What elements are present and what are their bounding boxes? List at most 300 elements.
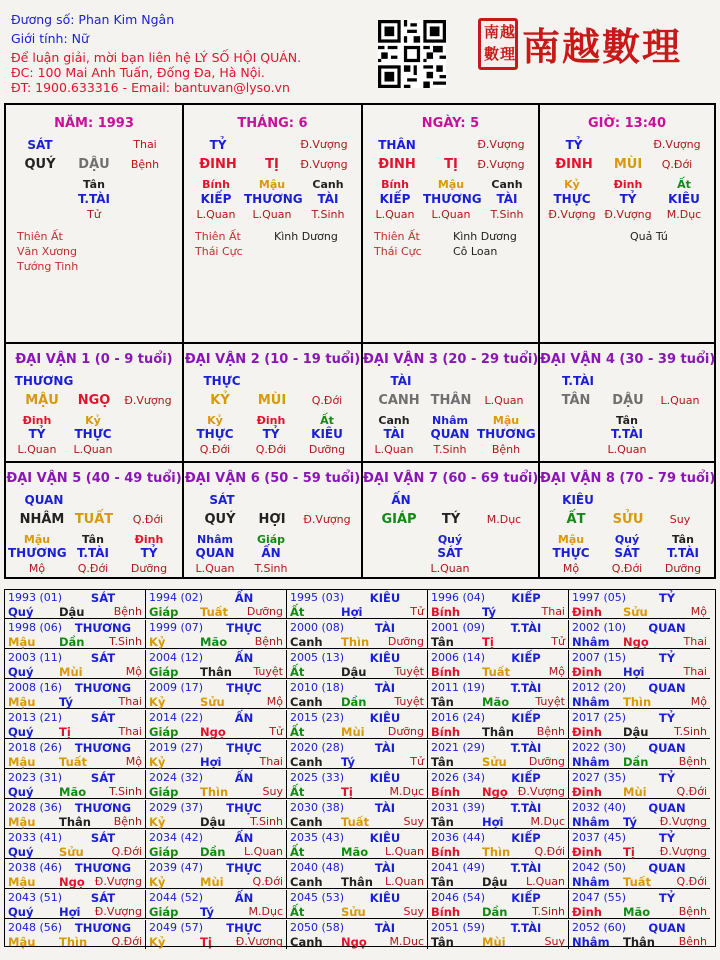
annual-cycle-cell: [287, 920, 428, 949]
annual-cycle-cell: [146, 890, 287, 919]
year-branch: Tuất: [482, 665, 511, 679]
year-god: QUAN: [648, 921, 686, 935]
annual-cycle-cell: [146, 590, 287, 619]
luck-hidden-god: TỶ: [140, 546, 158, 560]
luck-pillar-stem: NHÂM: [19, 512, 65, 527]
year-stage: Tuyệt: [394, 695, 424, 708]
year-stem: Bính: [431, 905, 461, 919]
year-branch: Thân: [59, 815, 91, 829]
year-stem: Mậu: [8, 695, 36, 709]
hidden-stem: Bính: [381, 178, 409, 191]
year-stage: M.Dục: [248, 905, 283, 918]
year-stem: Kỷ: [149, 935, 166, 949]
luck-pillar-branch: HỢI: [258, 512, 286, 527]
year-branch: Mùi: [200, 875, 224, 889]
annual-cycle-cell: [287, 890, 428, 919]
luck-hidden-stem: Nhâm: [432, 414, 468, 427]
year-branch: Dậu: [482, 875, 508, 889]
year-stem: Tân: [431, 935, 454, 949]
luck-pillar-god: KIÊU: [562, 493, 594, 507]
year-label: 2002 (10): [572, 621, 627, 634]
year-branch: Dần: [59, 635, 85, 649]
year-label: 2052 (60): [572, 921, 627, 934]
seal-char-2: 越: [500, 23, 516, 41]
year-stem: Đinh: [572, 665, 602, 679]
year-label: 2015 (23): [290, 711, 345, 724]
year-label: 1997 (05): [572, 591, 627, 604]
annual-cycle-cell: [428, 830, 569, 859]
year-stage: Q.Đới: [534, 845, 565, 858]
contact-phone-email: ĐT: 1900.633316 - Email: bantuvan@lyso.vn: [11, 80, 290, 95]
luck-hidden-stage: Mộ: [28, 562, 46, 575]
year-branch: Tị: [341, 785, 353, 799]
annual-cycle-cell: [146, 710, 287, 739]
year-label: 2039 (47): [149, 861, 204, 874]
luck-hidden-stage: L.Quan: [607, 443, 647, 456]
luck-pillar-branch: NGỌ: [77, 393, 111, 408]
year-label: 2046 (54): [431, 891, 486, 904]
annual-cycle-cell: [146, 680, 287, 709]
year-stem: Kỷ: [149, 755, 166, 769]
year-label: 2023 (31): [8, 771, 63, 784]
luck-hidden-god: SÁT: [437, 546, 463, 560]
year-stem: Nhâm: [572, 635, 610, 649]
hidden-stage: Đ.Vượng: [604, 208, 652, 221]
hidden-god: KIẾP: [379, 192, 411, 206]
year-god: KIÊU: [369, 891, 401, 905]
year-label: 2013 (21): [8, 711, 63, 724]
year-branch: Mão: [200, 635, 228, 649]
year-label: 1999 (07): [149, 621, 204, 634]
year-stem: Canh: [290, 935, 323, 949]
year-stem: Nhâm: [572, 755, 610, 769]
year-label: 2045 (53): [290, 891, 345, 904]
year-branch: Thân: [200, 665, 232, 679]
annual-cycle-cell: [569, 830, 710, 859]
annual-cycle-cell: [5, 830, 146, 859]
year-stage: Đ.Vượng: [659, 845, 707, 858]
luck-hidden-god: THƯƠNG: [8, 546, 67, 560]
year-label: 2036 (44): [431, 831, 486, 844]
luck-hidden-stem: Đinh: [134, 533, 164, 546]
year-god: T.TÀI: [510, 921, 542, 935]
pillar-god: THÂN: [378, 138, 416, 152]
year-stage: L.Quan: [385, 875, 424, 888]
brand-text: 南越數理: [522, 24, 683, 69]
year-stem: Bính: [431, 665, 461, 679]
year-stage: Tử: [410, 605, 424, 618]
year-branch: Tuất: [341, 815, 370, 829]
year-branch: Mùi: [482, 935, 506, 949]
year-branch: Thìn: [623, 695, 652, 709]
year-stem: Ất: [290, 845, 305, 859]
luck-hidden-stage: T.Sinh: [254, 562, 288, 575]
annual-cycle-cell: [569, 860, 710, 889]
annual-cycle-cell: [569, 920, 710, 949]
year-branch: Ngọ: [482, 785, 508, 799]
year-god: KIẾP: [511, 591, 541, 605]
year-god: THƯƠNG: [74, 861, 132, 875]
year-stem: Tân: [431, 695, 454, 709]
year-branch: Tý: [341, 755, 355, 769]
year-branch: Dần: [623, 755, 649, 769]
year-branch: Dậu: [341, 665, 367, 679]
year-god: QUAN: [648, 861, 686, 875]
year-branch: Tị: [623, 845, 635, 859]
luck-pillar-god: THỰC: [203, 374, 241, 388]
luck-hidden-god: T.TÀI: [77, 546, 109, 560]
year-branch: Thân: [623, 935, 655, 949]
luck-hidden-stage: L.Quan: [430, 562, 470, 575]
pillar-stage-2: Bệnh: [130, 158, 160, 171]
year-stem: Nhâm: [572, 935, 610, 949]
luck-pillar-god: T.TÀI: [562, 374, 594, 388]
annual-cycle-cell: [146, 770, 287, 799]
annual-cycle-cell: [569, 710, 710, 739]
luck-hidden-stage: Dưỡng: [130, 562, 168, 575]
year-god: QUAN: [648, 681, 686, 695]
year-stem: Mậu: [8, 935, 36, 949]
year-stage: M.Dục: [530, 815, 565, 828]
year-stage: Đ.Vượng: [94, 905, 142, 918]
year-god: SÁT: [90, 771, 116, 785]
year-stem: Quý: [8, 905, 34, 919]
year-stage: Bệnh: [678, 755, 707, 768]
annual-cycle-cell: [5, 890, 146, 919]
year-god: TÀI: [374, 861, 396, 875]
year-god: TÀI: [374, 681, 396, 695]
chart-header: [0, 0, 720, 100]
luck-pillar-branch: SỬU: [612, 512, 644, 527]
year-stage: L.Quan: [244, 845, 283, 858]
annual-cycle-cell: [5, 770, 146, 799]
luck-hidden-god: QUAN: [430, 427, 470, 441]
year-stem: Tân: [431, 815, 454, 829]
pillar-stage: Đ.Vượng: [477, 138, 525, 151]
hidden-god: THỰC: [553, 192, 591, 206]
annual-cycle-cell: [569, 620, 710, 649]
year-branch: Dậu: [200, 815, 226, 829]
year-stage: Mộ: [266, 695, 283, 708]
year-label: 2035 (43): [290, 831, 345, 844]
year-label: 2022 (30): [572, 741, 627, 754]
luck-hidden-stem: Mậu: [557, 533, 585, 546]
year-god: ẤN: [234, 711, 254, 725]
year-label: 2048 (56): [8, 921, 63, 934]
year-stem: Đinh: [572, 845, 602, 859]
luck-pillar-stage: Q.Đới: [132, 513, 164, 526]
luck-pillar-god: SÁT: [209, 493, 235, 507]
year-stage: Q.Đới: [676, 785, 707, 798]
year-stage: Đ.Vượng: [659, 815, 707, 828]
year-stage: Suy: [262, 785, 283, 798]
seal-char-3: 數: [484, 45, 500, 63]
hidden-god: THƯƠNG: [244, 192, 303, 206]
luck-hidden-stage: Q.Đới: [255, 443, 287, 456]
year-god: TÀI: [374, 741, 396, 755]
luck-hidden-stem: Tân: [82, 533, 104, 546]
year-stage: Tuyệt: [535, 695, 565, 708]
year-god: TỶ: [658, 651, 676, 665]
luck-pillar-title: ĐẠI VẬN 1 (0 - 9 tuổi): [15, 352, 173, 367]
four-pillars-grid: [4, 103, 716, 579]
luck-hidden-stage: Dưỡng: [308, 443, 346, 456]
year-label: 2024 (32): [149, 771, 204, 784]
luck-hidden-god: T.TÀI: [667, 546, 699, 560]
year-stem: Giáp: [149, 785, 179, 799]
year-label: 2049 (57): [149, 921, 204, 934]
year-branch: Tị: [482, 635, 494, 649]
year-god: KIÊU: [369, 591, 401, 605]
year-branch: Sửu: [623, 605, 648, 619]
year-god: TỶ: [658, 831, 676, 845]
year-stem: Canh: [290, 635, 323, 649]
year-label: 2014 (22): [149, 711, 204, 724]
year-god: KIẾP: [511, 711, 541, 725]
year-stage: Đ.Vượng: [235, 935, 283, 948]
annual-cycle-cell: [428, 710, 569, 739]
pillar-stage-2: Đ.Vượng: [300, 158, 348, 171]
hidden-god: TÀI: [496, 192, 518, 206]
year-stage: T.Sinh: [532, 905, 565, 918]
year-god: THỰC: [226, 681, 262, 695]
year-stage: Mộ: [125, 665, 142, 678]
luck-pillar-title: ĐẠI VẬN 3 (20 - 29 tuổi): [363, 352, 539, 367]
year-branch: Tị: [200, 935, 212, 949]
luck-hidden-stem: Đinh: [22, 414, 52, 427]
year-stem: Giáp: [149, 905, 179, 919]
annual-cycle-cell: [287, 680, 428, 709]
year-stage: Bệnh: [678, 935, 707, 948]
luck-pillar-stem: KỶ: [210, 393, 230, 408]
year-stem: Quý: [8, 845, 34, 859]
year-stem: Tân: [431, 755, 454, 769]
luck-pillar-god: TÀI: [390, 374, 412, 388]
year-stage: Mộ: [548, 665, 565, 678]
year-stem: Đinh: [572, 905, 602, 919]
pillar-stem: ĐINH: [555, 157, 593, 172]
luck-pillar-stage: M.Dục: [486, 513, 522, 526]
luck-hidden-stage: Dưỡng: [664, 562, 702, 575]
luck-pillar-stage: Q.Đới: [311, 394, 343, 407]
shen-sha-star: Thái Cực: [374, 245, 422, 258]
year-god: T.TÀI: [510, 621, 542, 635]
year-branch: Sửu: [482, 755, 507, 769]
year-label: 1995 (03): [290, 591, 345, 604]
red-seal-stamp: [478, 18, 518, 70]
annual-cycle-cell: [569, 800, 710, 829]
annual-cycle-cell: [428, 920, 569, 949]
year-label: 2041 (49): [431, 861, 486, 874]
pillar-branch: TỊ: [444, 157, 458, 172]
subject-name: Đương số: Phan Kim Ngân: [11, 12, 175, 27]
contact-invite: Để luận giải, mời bạn liên hệ LÝ SỐ HỘI QUÁN.: [11, 50, 302, 65]
luck-hidden-stage: Q.Đới: [199, 443, 231, 456]
year-label: 2051 (59): [431, 921, 486, 934]
year-god: THỰC: [226, 921, 262, 935]
year-label: 1996 (04): [431, 591, 486, 604]
year-stage: Q.Đới: [111, 935, 142, 948]
year-stem: Kỷ: [149, 635, 166, 649]
annual-cycle-cell: [146, 800, 287, 829]
annual-cycle-cell: [5, 710, 146, 739]
year-branch: Tý: [200, 905, 214, 919]
year-god: TỶ: [658, 771, 676, 785]
year-stage: Đ.Vượng: [94, 875, 142, 888]
year-stem: Bính: [431, 845, 461, 859]
year-god: THƯƠNG: [74, 681, 132, 695]
year-branch: Mão: [59, 785, 87, 799]
year-stem: Đinh: [572, 785, 602, 799]
luck-pillar-branch: THÂN: [430, 393, 472, 408]
year-god: SÁT: [90, 591, 116, 605]
year-stem: Canh: [290, 755, 323, 769]
year-god: THỰC: [226, 621, 262, 635]
year-stage: T.Sinh: [109, 785, 142, 798]
pillar-title: GIỜ: 13:40: [588, 116, 666, 131]
annual-cycle-cell: [287, 800, 428, 829]
shen-sha-star: Thiên Ất: [374, 230, 420, 243]
luck-hidden-god: SÁT: [614, 546, 640, 560]
year-branch: Mùi: [59, 665, 83, 679]
annual-cycle-cell: [569, 890, 710, 919]
shen-sha-star: Kình Dương: [274, 230, 338, 243]
year-stem: Quý: [8, 785, 34, 799]
year-label: 2034 (42): [149, 831, 204, 844]
year-stage: Suy: [403, 905, 424, 918]
year-stem: Ất: [290, 725, 305, 739]
year-god: T.TÀI: [510, 681, 542, 695]
year-stage: Thai: [259, 755, 283, 768]
annual-cycle-cell: [428, 890, 569, 919]
subject-gender: Giới tính: Nữ: [11, 31, 89, 46]
shen-sha-star: Thái Cực: [195, 245, 243, 258]
year-stage: Dưỡng: [528, 755, 565, 768]
year-label: 2047 (55): [572, 891, 627, 904]
year-stem: Ất: [290, 785, 305, 799]
luck-hidden-stage: Q.Đới: [611, 562, 643, 575]
year-stage: Bệnh: [536, 725, 565, 738]
annual-cycle-cell: [5, 920, 146, 949]
year-stage: Tử: [410, 755, 424, 768]
luck-pillar-stem: QUÝ: [204, 512, 236, 527]
year-branch: Tị: [59, 725, 71, 739]
year-label: 2026 (34): [431, 771, 486, 784]
year-branch: Mão: [482, 695, 510, 709]
luck-pillar-title: ĐẠI VẬN 4 (30 - 39 tuổi): [540, 352, 716, 367]
shen-sha-star: Văn Xương: [17, 245, 77, 258]
pillar-stage: Thai: [133, 138, 157, 151]
pillar-stem: QUÝ: [24, 157, 56, 172]
year-stage: Mộ: [125, 755, 142, 768]
luck-hidden-stage: L.Quan: [17, 443, 57, 456]
annual-cycle-cell: [428, 590, 569, 619]
year-branch: Tý: [59, 695, 73, 709]
year-branch: Tuất: [200, 605, 229, 619]
luck-pillar-title: ĐẠI VẬN 6 (50 - 59 tuổi): [184, 471, 361, 486]
year-branch: Tuất: [59, 755, 88, 769]
hidden-god: KIẾP: [200, 192, 232, 206]
annual-cycle-cell: [287, 620, 428, 649]
year-god: THƯƠNG: [74, 621, 132, 635]
annual-cycle-cell: [5, 860, 146, 889]
year-stage: Thai: [118, 695, 142, 708]
year-stem: Canh: [290, 695, 323, 709]
year-branch: Dần: [341, 695, 367, 709]
annual-cycle-cell: [428, 740, 569, 769]
annual-cycle-cell: [5, 590, 146, 619]
year-stem: Nhâm: [572, 875, 610, 889]
annual-cycle-cell: [287, 650, 428, 679]
luck-pillar-stem: GIÁP: [381, 512, 417, 527]
luck-hidden-stem: Kỷ: [85, 414, 101, 427]
year-stage: Đ.Vượng: [517, 785, 565, 798]
year-stage: M.Dục: [389, 935, 424, 948]
year-god: T.TÀI: [510, 801, 542, 815]
hidden-stem: Tân: [83, 178, 105, 191]
year-branch: Tuất: [623, 875, 652, 889]
luck-hidden-stem: Đinh: [256, 414, 286, 427]
year-branch: Thân: [341, 875, 373, 889]
year-stem: Kỷ: [149, 695, 166, 709]
year-stage: Q.Đới: [111, 845, 142, 858]
year-branch: Ngọ: [59, 875, 85, 889]
annual-cycle-cell: [428, 680, 569, 709]
annual-cycle-cell: [146, 920, 287, 949]
annual-cycle-cell: [5, 740, 146, 769]
year-stage: Bệnh: [678, 905, 707, 918]
pillar-title: THÁNG: 6: [237, 116, 308, 131]
year-god: TÀI: [374, 921, 396, 935]
year-branch: Thìn: [341, 635, 370, 649]
luck-hidden-stage: L.Quan: [195, 562, 235, 575]
year-god: ẤN: [234, 891, 254, 905]
year-label: 2038 (46): [8, 861, 63, 874]
luck-pillar-branch: TÝ: [441, 512, 461, 527]
year-stage: T.Sinh: [674, 725, 707, 738]
year-stage: Q.Đới: [252, 875, 283, 888]
year-branch: Hợi: [59, 905, 81, 919]
pillar-branch: TỊ: [265, 157, 279, 172]
year-label: 2010 (18): [290, 681, 345, 694]
pillar-god: SÁT: [27, 138, 53, 152]
annual-cycle-cell: [569, 740, 710, 769]
year-stem: Nhâm: [572, 815, 610, 829]
luck-hidden-stem: Tân: [616, 414, 638, 427]
luck-pillar-stage: Suy: [669, 513, 691, 526]
shen-sha-star: Kình Dương: [453, 230, 517, 243]
year-god: THỰC: [226, 861, 262, 875]
year-branch: Mùi: [341, 725, 365, 739]
hidden-stage: L.Quan: [375, 208, 415, 221]
contact-address: ĐC: 100 Mai Anh Tuấn, Đống Đa, Hà Nội.: [11, 65, 265, 80]
luck-pillar-branch: TUẤT: [74, 512, 114, 527]
shen-sha-star: Cô Loan: [453, 245, 498, 258]
annual-cycle-cell: [287, 830, 428, 859]
pillar-title: NGÀY: 5: [421, 116, 480, 131]
year-label: 2016 (24): [431, 711, 486, 724]
annual-cycle-cell: [428, 800, 569, 829]
year-stem: Kỷ: [149, 875, 166, 889]
hidden-stage: T.Sinh: [311, 208, 345, 221]
luck-hidden-god: THƯƠNG: [477, 427, 536, 441]
year-label: 2021 (29): [431, 741, 486, 754]
year-stem: Tân: [431, 635, 454, 649]
year-label: 2033 (41): [8, 831, 63, 844]
year-god: ẤN: [234, 831, 254, 845]
year-label: 2018 (26): [8, 741, 63, 754]
year-stem: Mậu: [8, 755, 36, 769]
